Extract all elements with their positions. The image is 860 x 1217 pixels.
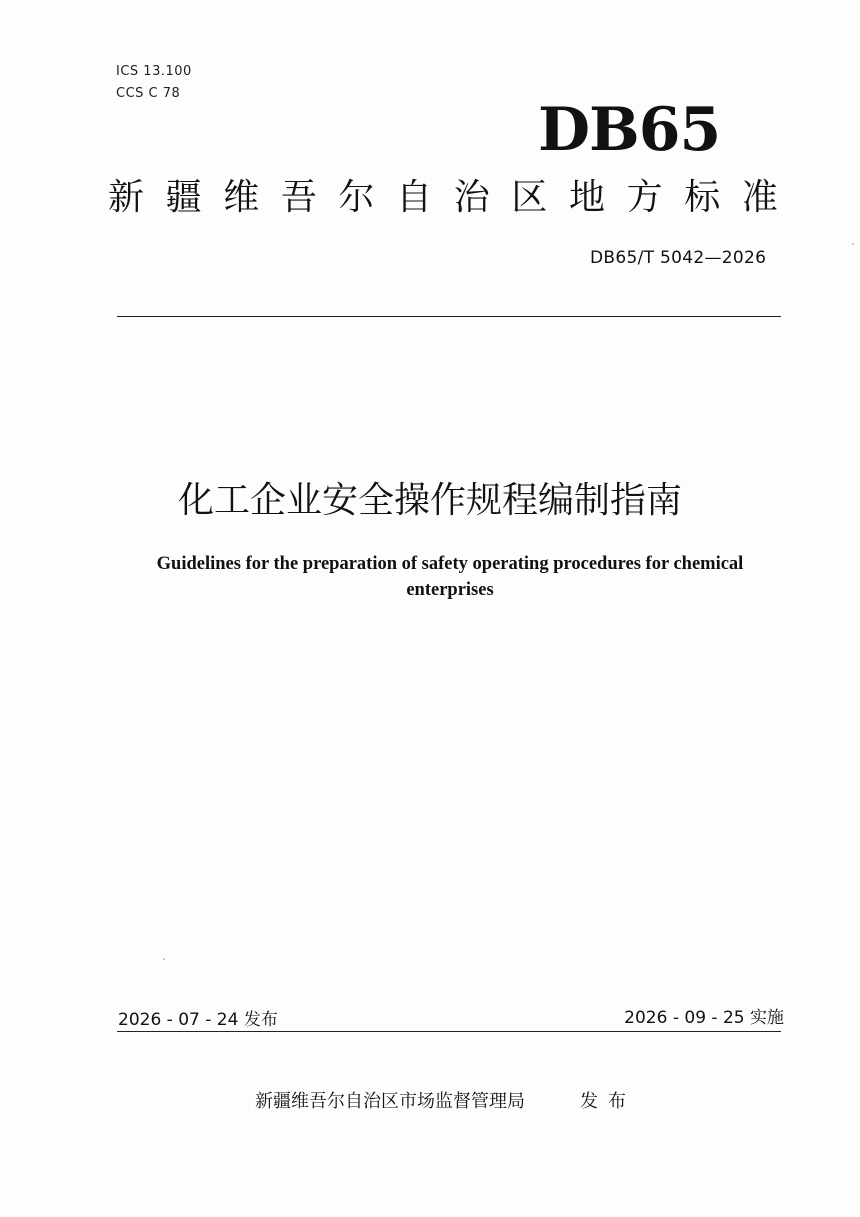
standard-category-char: 维 bbox=[223, 177, 260, 218]
standard-category-char: 疆 bbox=[165, 177, 202, 218]
document-title-english: Guidelines for the preparation of safety operating procedures for chemical enterprises bbox=[156, 554, 744, 600]
standard-category-char: 方 bbox=[626, 177, 663, 218]
standard-category-char: 新 bbox=[108, 177, 145, 218]
issuing-authority: 新疆维吾尔自治区市场监督管理局 bbox=[255, 1091, 525, 1112]
scan-speck bbox=[852, 243, 854, 245]
header-divider bbox=[117, 316, 781, 317]
standard-category-title bbox=[108, 177, 778, 218]
ics-code: ICS 13.100 bbox=[116, 64, 192, 79]
standard-category-char: 吾 bbox=[280, 177, 317, 218]
standard-category-char: 自 bbox=[396, 177, 433, 218]
footer-divider bbox=[117, 1031, 781, 1032]
standard-category-char: 地 bbox=[569, 177, 606, 218]
implementation-date: 2026 - 09 - 25 实施 bbox=[624, 1008, 784, 1028]
standard-category-char: 治 bbox=[453, 177, 490, 218]
standard-category-char: 准 bbox=[741, 177, 778, 218]
standard-category-char: 区 bbox=[511, 177, 548, 218]
standard-category-char: 尔 bbox=[338, 177, 375, 218]
standard-category-char: 标 bbox=[684, 177, 721, 218]
standard-number: DB65/T 5042—2026 bbox=[590, 248, 767, 268]
db65-logo: DB65 bbox=[538, 95, 721, 165]
issuing-action: 发布 bbox=[580, 1091, 636, 1112]
release-date: 2026 - 07 - 24 发布 bbox=[118, 1010, 278, 1030]
ccs-code: CCS C 78 bbox=[116, 86, 181, 101]
document-title-chinese: 化工企业安全操作规程编制指南 bbox=[177, 480, 682, 521]
scan-speck bbox=[163, 958, 165, 960]
